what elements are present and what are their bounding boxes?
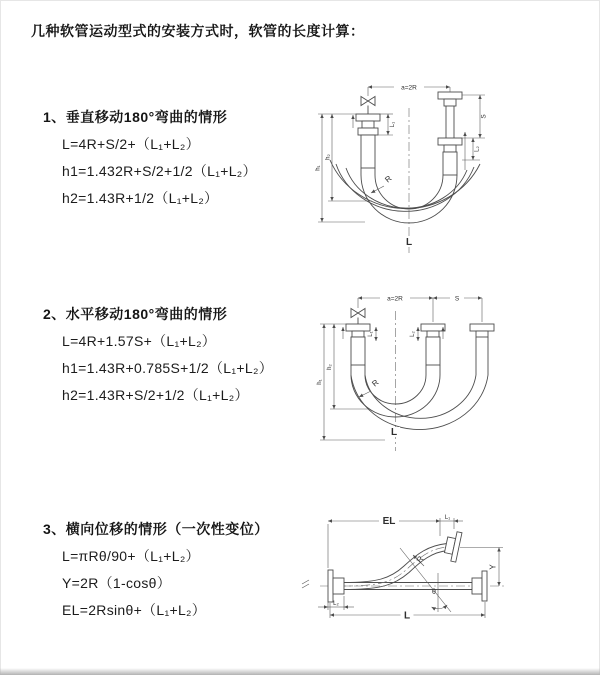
dim-label-l1: L₁ [368, 331, 374, 337]
left-pipe-fitting [346, 318, 370, 366]
dim-label-a2r: a=2R [387, 295, 403, 303]
formula-line: h1=1.43R+0.785S+1/2（L₁+L₂） [62, 360, 273, 376]
dim-label-s: S [480, 114, 488, 119]
dim-label-h2: h₂ [325, 154, 332, 160]
valve-icon [361, 97, 375, 106]
dim-label-y: Y [488, 564, 498, 570]
formula-line: Y=2R（1-cosθ） [62, 575, 172, 591]
formula-line: L=4R+1.57S+（L₁+L₂） [62, 333, 217, 349]
left-pipe-fitting [356, 106, 380, 169]
right-pipe-fitting [438, 92, 462, 175]
dim-label-h1: h₁ [317, 379, 323, 385]
upper-right-flange [443, 530, 462, 562]
scan-edge-artifact [0, 668, 600, 675]
formula-line: L=4R+S/2+（L₁+L₂） [62, 136, 200, 152]
diagram-lateral-displacement [300, 500, 600, 650]
dim-label-l: L [405, 237, 413, 248]
formula-line: h1=1.432R+S/2+1/2（L₁+L₂） [62, 163, 257, 179]
dim-label-theta: θ [432, 589, 436, 596]
dim-label-r: R [370, 377, 381, 389]
construction-lines [400, 548, 451, 612]
formula-line: h2=1.43R+S/2+1/2（L₁+L₂） [62, 387, 249, 403]
dim-label-a2r: a=2R [401, 84, 417, 92]
right-pipe-fitting [470, 324, 494, 337]
dimension-lines [320, 295, 482, 441]
diagram-vertical-180-bend [310, 70, 590, 260]
section-3-heading: 3、横向位移的情形（一次性变位） [43, 521, 269, 537]
dim-label-r: R [414, 554, 426, 565]
formula-line: L=πRθ/90+（L₁+L₂） [62, 548, 200, 564]
formula-line: h2=1.43R+1/2（L₁+L₂） [62, 190, 219, 206]
dim-label-h1: h₁ [315, 165, 322, 171]
dim-label-h2: h₂ [327, 364, 333, 370]
dim-label-l: L [403, 610, 411, 622]
dim-label-l1: L₁ [444, 515, 451, 521]
straight-hose-original-position [344, 571, 487, 601]
dim-label-l1: L₁ [390, 121, 396, 128]
dimension-lines [315, 83, 485, 222]
section-2-heading: 2、水平移动180°弯曲的情形 [43, 306, 228, 322]
formula-line: EL=2Rsinθ+（L₁+L₂） [62, 602, 207, 618]
page-title: 几种软管运动型式的安装方式时，软管的长度计算： [31, 23, 365, 39]
dim-label-r: R [383, 173, 394, 185]
dim-label-el: EL [382, 516, 396, 527]
dim-label-l2: L₂ [410, 331, 416, 337]
dim-label-s: S [454, 295, 460, 303]
section-1-heading: 1、垂直移动180°弯曲的情形 [43, 109, 228, 125]
break-mark [302, 580, 309, 588]
dim-label-l: L [390, 427, 398, 438]
dim-label-l2: L₂ [333, 601, 339, 607]
dimension-lines [318, 518, 503, 618]
middle-pipe-fitting [421, 324, 445, 365]
hose-u-bend [330, 160, 480, 223]
diagram-horizontal-180-bend [310, 283, 600, 458]
dim-label-l2: L₂ [474, 146, 481, 152]
left-flange [328, 570, 344, 602]
valve-icon [351, 309, 365, 318]
